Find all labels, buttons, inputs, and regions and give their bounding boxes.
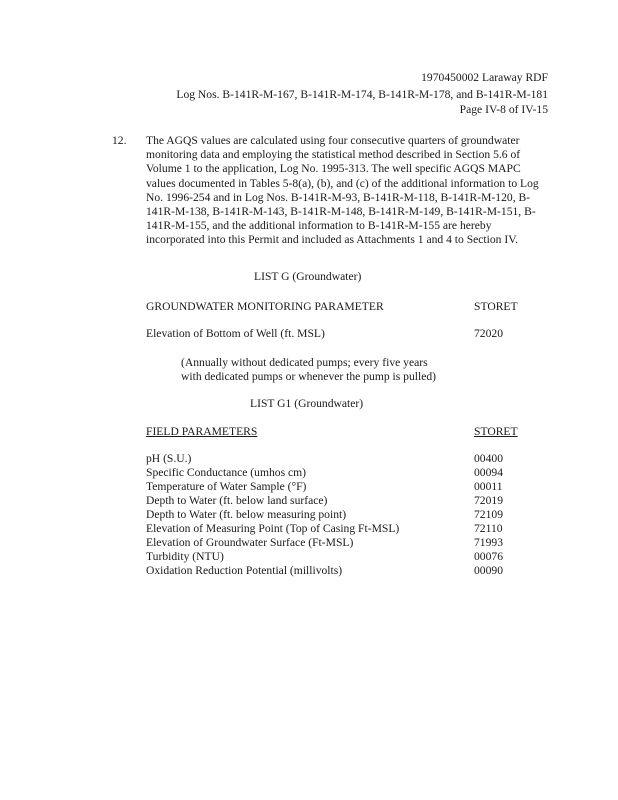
header-log-numbers: Log Nos. B-141R-M-167, B-141R-M-174, B-141R-M-178, and B-141R-M-181 (176, 88, 548, 101)
paragraph-number: 12. (112, 134, 127, 147)
header-permit-site: 1970450002 Laraway RDF (421, 71, 548, 84)
table-row-name: Temperature of Water Sample (°F) (146, 480, 307, 493)
list-g-row-name: Elevation of Bottom of Well (ft. MSL) (146, 327, 325, 340)
table-row-name: Elevation of Measuring Point (Top of Casing Ft-MSL) (146, 522, 400, 535)
table-row-code: 00076 (474, 550, 503, 563)
list-g1-title: LIST G1 (Groundwater) (250, 397, 364, 410)
table-row-code: 72019 (474, 494, 503, 507)
table-row-code: 00090 (474, 564, 503, 577)
list-g-storet-header: STORET (474, 300, 518, 313)
table-row-code: 00094 (474, 466, 503, 479)
table-row-code: 00400 (474, 452, 503, 465)
table-row-code: 00011 (474, 480, 503, 493)
table-row-code: 72110 (474, 522, 503, 535)
list-g1-storet-header: STORET (474, 425, 518, 438)
table-row-name: Elevation of Groundwater Surface (Ft-MSL) (146, 536, 354, 549)
table-row-name: Depth to Water (ft. below measuring point) (146, 508, 347, 521)
list-g1-param-header: FIELD PARAMETERS (146, 425, 258, 438)
list-g-title: LIST G (Groundwater) (254, 270, 362, 283)
table-row-name: Oxidation Reduction Potential (millivolts) (146, 564, 343, 577)
list-g-note-line1: (Annually without dedicated pumps; every five years (181, 356, 428, 369)
table-row-code: 72109 (474, 508, 503, 521)
table-row-code: 71993 (474, 536, 503, 549)
table-row-name: Specific Conductance (umhos cm) (146, 466, 307, 479)
table-row-name: Turbidity (NTU) (146, 550, 224, 563)
list-g-param-header: GROUNDWATER MONITORING PARAMETER (146, 300, 384, 313)
header-page-number: Page IV-8 of IV-15 (459, 103, 548, 116)
table-row-name: Depth to Water (ft. below land surface) (146, 494, 328, 507)
table-row-name: pH (S.U.) (146, 452, 192, 465)
paragraph-text: The AGQS values are calculated using four consecutive quarters of groundwater monitoring data and employing the statistical method described in Section 5.6 of Volume 1 to the application, Log No. 1995-313. The well specific AGQS MAPC values documented in Tables 5-8(a), (b), and (c) of the additional information to Log No. 1996-254 and in Log Nos. B-141R-M-93, B-141R-M-118, B-141R-M-120, B-141R-M-138, B-141R-M-143, B-141R-M-148, B-141R-M-149, B-141R-M-151, B-141R-M-155, and the additional information to B-141R-M-155 are hereby incorporated into this Permit and included as Attachments 1 and 4 to Section IV. (146, 134, 539, 247)
list-g-note-line2: with dedicated pumps or whenever the pump is pulled) (181, 370, 437, 383)
list-g-row-code: 72020 (474, 327, 503, 340)
